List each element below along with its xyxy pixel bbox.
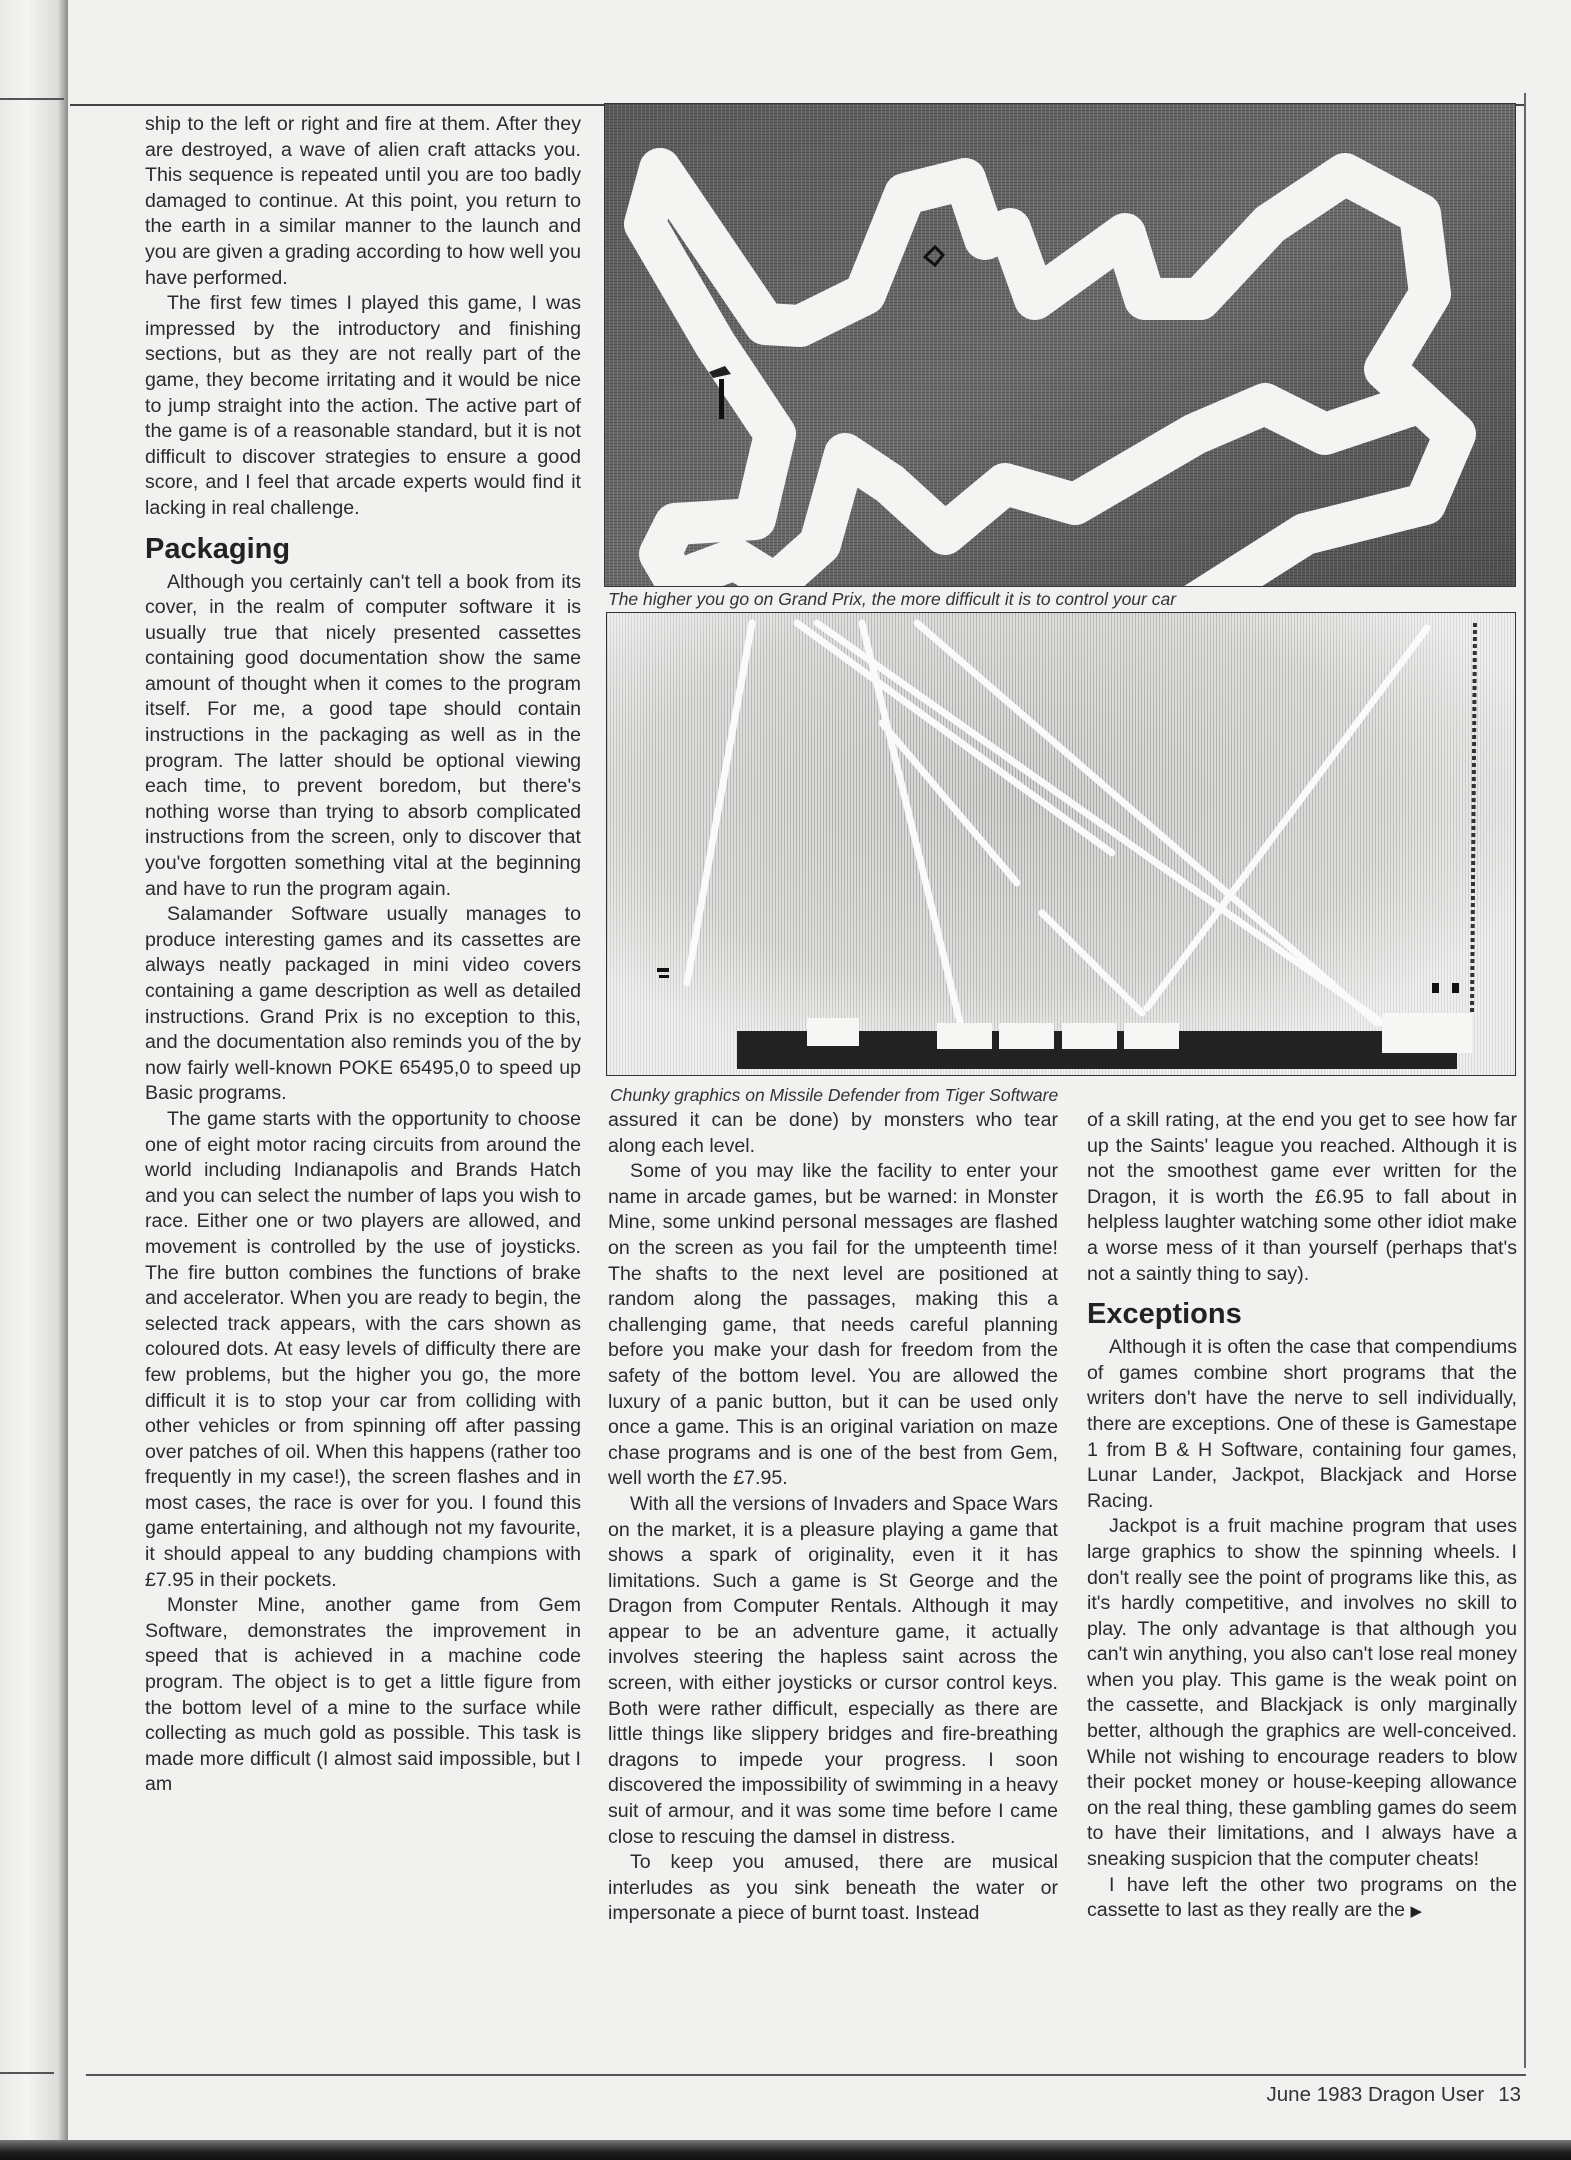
missile-defender-image	[607, 613, 1515, 1075]
article-column-right	[1087, 1108, 1517, 1925]
page-binding-gutter	[0, 0, 68, 2160]
figure-caption: Chunky graphics on Missile Defender from Tiger Software	[610, 1085, 1059, 1105]
page-footer	[1267, 2083, 1521, 2107]
page-number: 13	[1498, 2083, 1521, 2106]
paragraph: ship to the left or right and fire at them. After they are destroyed, a wave of alien craft attacks you. This sequence is repeated until you are too badly damaged to continue. At this point, you return to the earth in a similar manner to the launch and you are given a grading according to how well you have performed.	[145, 113, 581, 289]
section-heading-exceptions: Exceptions	[1087, 1298, 1242, 1331]
figure-caption: The higher you go on Grand Prix, the more difficult it is to control your car	[608, 589, 1177, 609]
paragraph: To keep you amused, there are musical interludes as you sink beneath the water or impersonate a piece of burnt toast. Instead	[608, 1851, 1058, 1925]
gutter-rule	[0, 2072, 54, 2074]
paragraph: Although it is often the case that compendiums of games combine short programs that the writers don't have the nerve to sell individually, there are exceptions. One of these is Gamestape 1 from B & H Software, containing four games, Lunar Lander, Jackpot, Blackjack and Horse Racing.	[1087, 1336, 1517, 1512]
paragraph: With all the versions of Invaders and Space Wars on the market, it is a pleasure playing a game that shows a spark of originality, even it it has limitations. Such a game is St George and the Dragon from Computer Rentals. Although it may appear to be an adventure game, it actually involves steering the hapless saint across the screen, with either joysticks or cursor control keys. Both were rather difficult, especially as there are little things like slippery bridges and fire-breathing dragons to impede your progress. I soon discovered the impossibility of swimming in a heavy suit of armour, and it was some time before I came close to rescuing the damsel in distress.	[608, 1492, 1058, 1848]
paragraph: The game starts with the opportunity to choose one of eight motor racing circuits from around the world including Indianapolis and Brands Hatch and you can select the number of laps you wish to race. Either one or two players are allowed, and movement is controlled by the use of joysticks. The fire button combines the functions of brake and accelerator. When you are ready to begin, the selected track appears, with the cars shown as coloured dots. At easy levels of difficulty there are few problems, but the higher you go, the more difficult it is to stop your car from colliding with other vehicles or from spinning off after passing over patches of oil. When this happens (rather too frequently in my case!), the screen flashes and in most cases, the race is over for you. I found this game entertaining, and although not my favourite, it should appeal to any budding champions with £7.95 in their pockets.	[145, 1107, 581, 1591]
page-right-rule	[1524, 93, 1526, 2068]
city-block	[1062, 1023, 1117, 1049]
issue-label: June 1983 Dragon User	[1266, 2083, 1485, 2106]
city-block	[999, 1023, 1054, 1049]
continued-arrow-icon: ▶	[1410, 1903, 1423, 1921]
paragraph: Although you certainly can't tell a book from its cover, in the realm of computer software it is usually true that nicely presented cassettes containing good documentation show the same amount of thought when it comes to the program itself. For me, a good tape should contain instructions in the packaging as well as in the program. The latter should be optional viewing each time, to prevent boredom, but there's nothing worse than trying to absorb complicated instructions from the screen, only to discover that you've forgotten something vital at the beginning and have to run the program again.	[145, 570, 581, 900]
paragraph: of a skill rating, at the end you get to see how far up the Saints' league you reached. Although it is not the smoothest game ever written for the Dragon, it is worth the £6.95 to fall about in helpless laughter watching some other idiot make a worse mess of it than yourself (perhaps that's not a saintly thing to say).	[1087, 1109, 1517, 1285]
missile-base	[1382, 1013, 1472, 1053]
paragraph: Salamander Software usually manages to produce interesting games and its cassettes are always neatly packaged in mini video covers containing a game description as well as detailed instructions. Grand Prix is no exception to this, and the documentation also reminds you of the by now fairly well-known POKE 65495,0 to speed up Basic programs.	[145, 903, 581, 1105]
city-block	[1124, 1023, 1179, 1049]
article-column-middle	[608, 1108, 1058, 1927]
gutter-rule	[0, 98, 64, 100]
page-bottom-rule	[86, 2074, 1526, 2076]
paragraph: The first few times I played this game, I was impressed by the introductory and finishing sections, but as they are not really part of the game, they become irritating and it would be nice to jump straight into the action. The active part of the game is of a reasonable standard, but it is not difficult to discover strategies to ensure a good score, and I feel that arcade experts would find it lacking in real challenge.	[145, 292, 581, 519]
paragraph: Some of you may like the facility to enter your name in arcade games, but be warned: in Monster Mine, some unkind personal messages are flashed on the screen as you fail for the umpteenth time! The shafts to the next level are positioned at random along the passages, making this a challenging game, that needs careful planning before you make your dash for freedom from the safety of the bottom level. You are allowed the luxury of a panic button, but it can be used only once a game. This is an original variation on maze chase programs and is one of the best from Gem, well worth the £7.95.	[608, 1160, 1058, 1490]
missile-defender-screenshot	[606, 612, 1516, 1076]
paragraph: Jackpot is a fruit machine program that uses large graphics to show the spinning wheels. I don't really see the point of programs like this, as it's hardly competitive, and involves no skill to play. The only advantage is that although you can't win anything, you also can't lose real money when you play. This game is the weak point on the cassette, and Blackjack is only marginally better, although the graphics are well-conceived. While not wishing to encourage readers to blow their pocket money or house-keeping allowance on the real thing, these gambling games do seem to have their limitations, and I always have a sneaking suspicion that the computer cheats!	[1087, 1515, 1517, 1871]
grand-prix-screenshot	[604, 103, 1516, 587]
scan-edge-shadow	[0, 2140, 1571, 2160]
section-heading-packaging: Packaging	[145, 532, 291, 565]
paragraph: Monster Mine, another game from Gem Software, demonstrates the improvement in speed that is achieved in a machine code program. The object is to get a little figure from the bottom level of a mine to the surface while collecting as much gold as possible. This task is made more difficult (I almost said impossible, but I am	[145, 1594, 581, 1796]
paragraph: assured it can be done) by monsters who tear along each level.	[608, 1109, 1058, 1157]
city-block	[807, 1018, 859, 1046]
article-column-left	[145, 112, 581, 1798]
paragraph-text: I have left the other two programs on the cassette to last as they really are the	[1087, 1873, 1517, 1922]
paragraph	[1087, 1873, 1517, 1925]
race-track-image	[605, 104, 1515, 586]
city-block	[937, 1023, 992, 1049]
